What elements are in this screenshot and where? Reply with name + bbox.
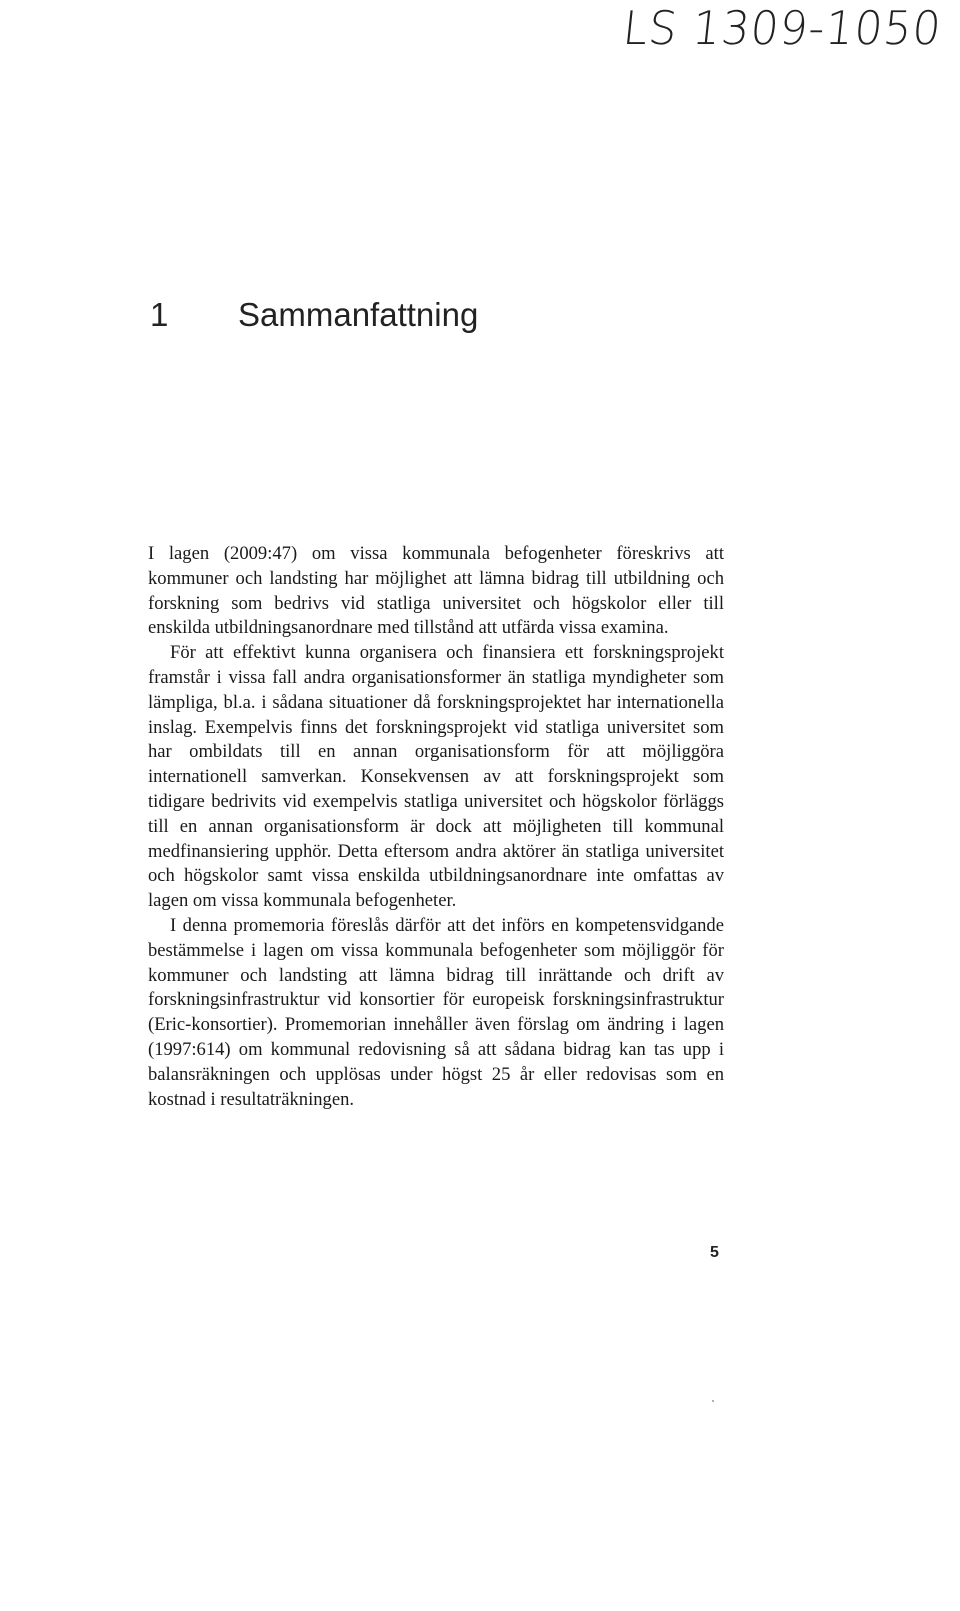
paragraph: I lagen (2009:47) om vissa kommunala befogenheter föreskrivs att kommuner och landsting har möjlighet att lämna bidrag till utbildning och forskning som bedrivs vid statliga universitet och högskolor eller till enskilda utbildningsanordnare med tillstånd att utfärda vissa examina. [148, 543, 724, 639]
handwritten-reference: LS 1309-1050 [620, 2, 944, 56]
paragraph: För att effektivt kunna organisera och finansiera ett forskningsprojekt framstår i vissa fall andra organisationsformer än statliga myndigheter som lämpliga, bl.a. i sådana situationer då forskningsprojektet har internationella inslag. Exempelvis finns det forskningsprojekt vid statliga universitet som har ombildats till en annan organisationsform för att möjliggöra internationell samverkan. Konsekvensen av att forskningsprojekt som tidigare bedrivits vid exempelvis statliga universitet och högskolor förläggs till en annan organisationsform är dock att möjligheten till kommunal medfinansiering upphör. Detta eftersom andra aktörer än statliga universitet och högskolor samt vissa enskilda utbildningsanordnare inte omfattas av lagen om vissa kommunala befogenheter. [148, 642, 724, 912]
scan-speck [712, 1400, 714, 1402]
chapter-title: Sammanfattning [238, 296, 479, 333]
summary-body [148, 542, 724, 1112]
chapter-number: 1 [150, 296, 169, 333]
page-number: 5 [710, 1244, 719, 1261]
chapter-heading [150, 296, 478, 334]
paragraph: I denna promemoria föreslås därför att det införs en kompetensvidgande bestämmelse i lagen om vissa kommunala befogenheter som möjliggör för kommuner och landsting att lämna bidrag till inrättande och drift av forskningsinfrastruktur vid konsortier för europeisk forskningsinfrastruktur (Eric-konsortier). Promemorian innehåller även förslag om ändring i lagen (1997:614) om kommunal redovisning så att sådana bidrag kan tas upp i balansräkningen och upplösas under högst 25 år eller redovisas som en kostnad i resultaträkningen. [148, 914, 724, 1110]
